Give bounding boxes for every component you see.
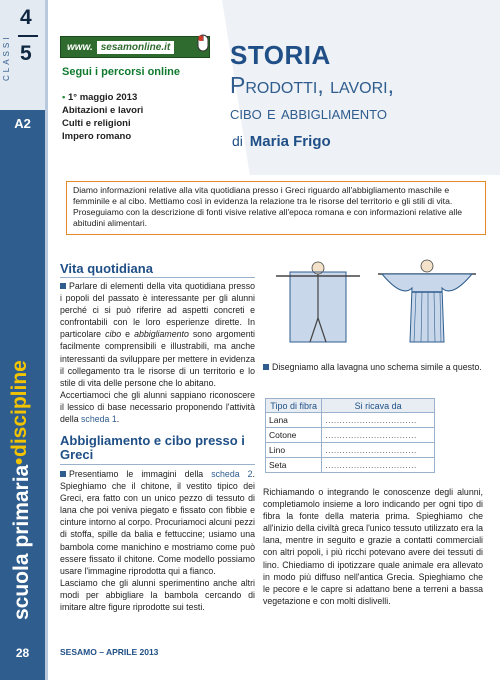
section-title-clothing-food: Abbigliamento e cibo presso i Greci <box>60 433 245 462</box>
text-italic: cibo <box>105 329 122 340</box>
topic-item: Abitazioni e lavori <box>62 105 144 116</box>
daily-life-text <box>60 280 255 425</box>
text-run: . <box>116 414 120 425</box>
table-row <box>266 458 435 473</box>
chiton-figure-draped <box>372 258 482 344</box>
issue-meta <box>62 91 143 143</box>
page-title: STORIA <box>230 40 331 70</box>
text-run: Presentiamo le immagini della <box>69 469 212 479</box>
fiber-cell: Lana <box>266 413 322 428</box>
byline-prefix: di <box>232 133 243 149</box>
column-header: Tipo di fibra <box>266 399 322 413</box>
issue-date-line: • 1° maggio 2013 <box>62 92 138 103</box>
text-run: . Spieghiamo che il chitone, il vestito tipico dei Greci, era fatto con un unico pezzo di tessuto di lana che poi veniva piegato e fissato con fibbie e cinture intorno al corpo. Procuriamoci alcuni pezzi di stoffa, spille da balia e fettuccine; usiamo una bambola come manichino e mostriamo come può essere fissato il chitone. Come modello possiamo usare l'immagine riprodotta qui a fianco. <box>60 469 255 576</box>
band-divider <box>45 0 48 680</box>
intro-box <box>66 181 486 235</box>
section-rule <box>60 277 255 278</box>
draw-note-text: Disegniamo alla lavagna uno schema simile a questo. <box>272 362 482 372</box>
school-vertical-label <box>6 175 38 620</box>
site-logo-link[interactable] <box>60 36 210 58</box>
square-bullet-icon <box>60 471 66 477</box>
school-label: scuola primaria <box>10 464 33 620</box>
logo-domain: sesamonline.it <box>97 41 174 54</box>
table-row <box>266 443 435 458</box>
source-cell: ................................ <box>322 428 435 443</box>
fiber-cell: Cotone <box>266 428 322 443</box>
table-header-row <box>266 399 435 413</box>
square-bullet-icon <box>263 364 269 370</box>
issue-date: 1° maggio 2013 <box>67 92 138 103</box>
paragraph <box>60 280 255 389</box>
fiber-table <box>265 398 435 473</box>
table-row <box>266 428 435 443</box>
chiton-figure-front <box>268 258 368 344</box>
subtitle-line-2: cibo e abbigliamento <box>230 103 387 124</box>
paragraph <box>60 468 255 577</box>
fiber-paragraph: Richiamando o integrando le conoscenze degli alunni, completiamolo insieme a loro indicando per ogni tipo di fibra la fonte della materia prima. Spieghiamo che all'inizio della civiltà greca l'unico tessuto utilizzato era la lana, mentre in seguito e grazie a contatti commerciali con altri popoli, i più ricchi potevano avere dei tessuti di lino. Chiediamo di ipotizzare quale animale era allevato in modo più diffuso nell'antica Grecia. Spieghiamo che le pecore e le capre si adattano bene a terreni a bassa vegetazione e con molti dislivelli. <box>263 487 483 606</box>
fiber-cell: Seta <box>266 458 322 473</box>
classi-label: CLASSI <box>2 34 11 82</box>
grade-4: 4 <box>20 6 32 29</box>
section-code: A2 <box>14 116 31 131</box>
mouse-pointer-icon <box>197 34 209 52</box>
column-header: Si ricava da <box>322 399 435 413</box>
school-separator: • <box>8 457 31 465</box>
draw-note <box>263 361 483 373</box>
source-cell: ................................ <box>322 458 435 473</box>
fiber-cell: Lino <box>266 443 322 458</box>
byline <box>232 133 331 150</box>
table-row <box>266 413 435 428</box>
topic-item: Impero romano <box>62 131 132 142</box>
text-italic: abbigliamento <box>134 329 189 340</box>
square-bullet-icon <box>60 283 66 289</box>
clothing-food-text <box>60 468 255 613</box>
section-title-daily-life: Vita quotidiana <box>60 261 153 276</box>
discipline-label: discipline <box>8 360 31 458</box>
intro-paragraph: Proseguiamo con la descrizione di fonti visive relative all'epoca romana e con informazioni relative alle abitudini alimentari. <box>73 207 463 228</box>
source-cell: ................................ <box>322 413 435 428</box>
subtitle-line-1: Prodotti, lavori, <box>230 72 395 98</box>
grade-5: 5 <box>20 42 32 65</box>
grade-divider <box>18 35 38 37</box>
text-run: sono argomenti facilmente comprensibili e illustrabili, ma anche interessanti da sviluppare per mettere in evidenza il collegamento tra le risorse di un territorio e lo stile di vita delle persone che lo abitano. <box>60 329 255 388</box>
author-name: Maria Frigo <box>249 133 331 150</box>
source-cell: ................................ <box>322 443 435 458</box>
text-run: Parlare di elementi della vita quotidiana presso i popoli del passato è interessante per gli alunni perché ci si può riferire ad aspetti concreti e confrontabili con le loro esperienze dirette. In particolare <box>60 281 255 340</box>
text-run: Accertiamoci che gli alunni sappiano riconoscere il lessico di base necessario proponendo l'attività della <box>60 389 255 425</box>
online-link[interactable]: Segui i percorsi online <box>62 66 180 78</box>
section-rule <box>60 464 255 465</box>
paragraph: Lasciamo che gli alunni sperimentino anche altri modi per abbigliare la bambola cercando di imitare altre figure riprodotte sui testi. <box>60 577 255 613</box>
intro-paragraph: Diamo informazioni relative alla vita quotidiana presso i Greci riguardo all'abbigliamento maschile e femminile e al cibo. Mettiamo così in evidenza la relazione tra le risorse del territorio e gli stili di vita. <box>73 185 453 206</box>
scheda-2-link[interactable]: scheda 2 <box>211 469 253 479</box>
scheda-1-link[interactable]: scheda 1 <box>81 414 117 425</box>
topic-item: Culti e religioni <box>62 118 131 129</box>
paragraph <box>60 389 255 425</box>
logo-prefix: www. <box>67 41 93 53</box>
page-number: 28 <box>15 646 30 660</box>
footer-issue: SESAMO – APRILE 2013 <box>60 647 159 657</box>
text-run: e <box>121 329 135 340</box>
